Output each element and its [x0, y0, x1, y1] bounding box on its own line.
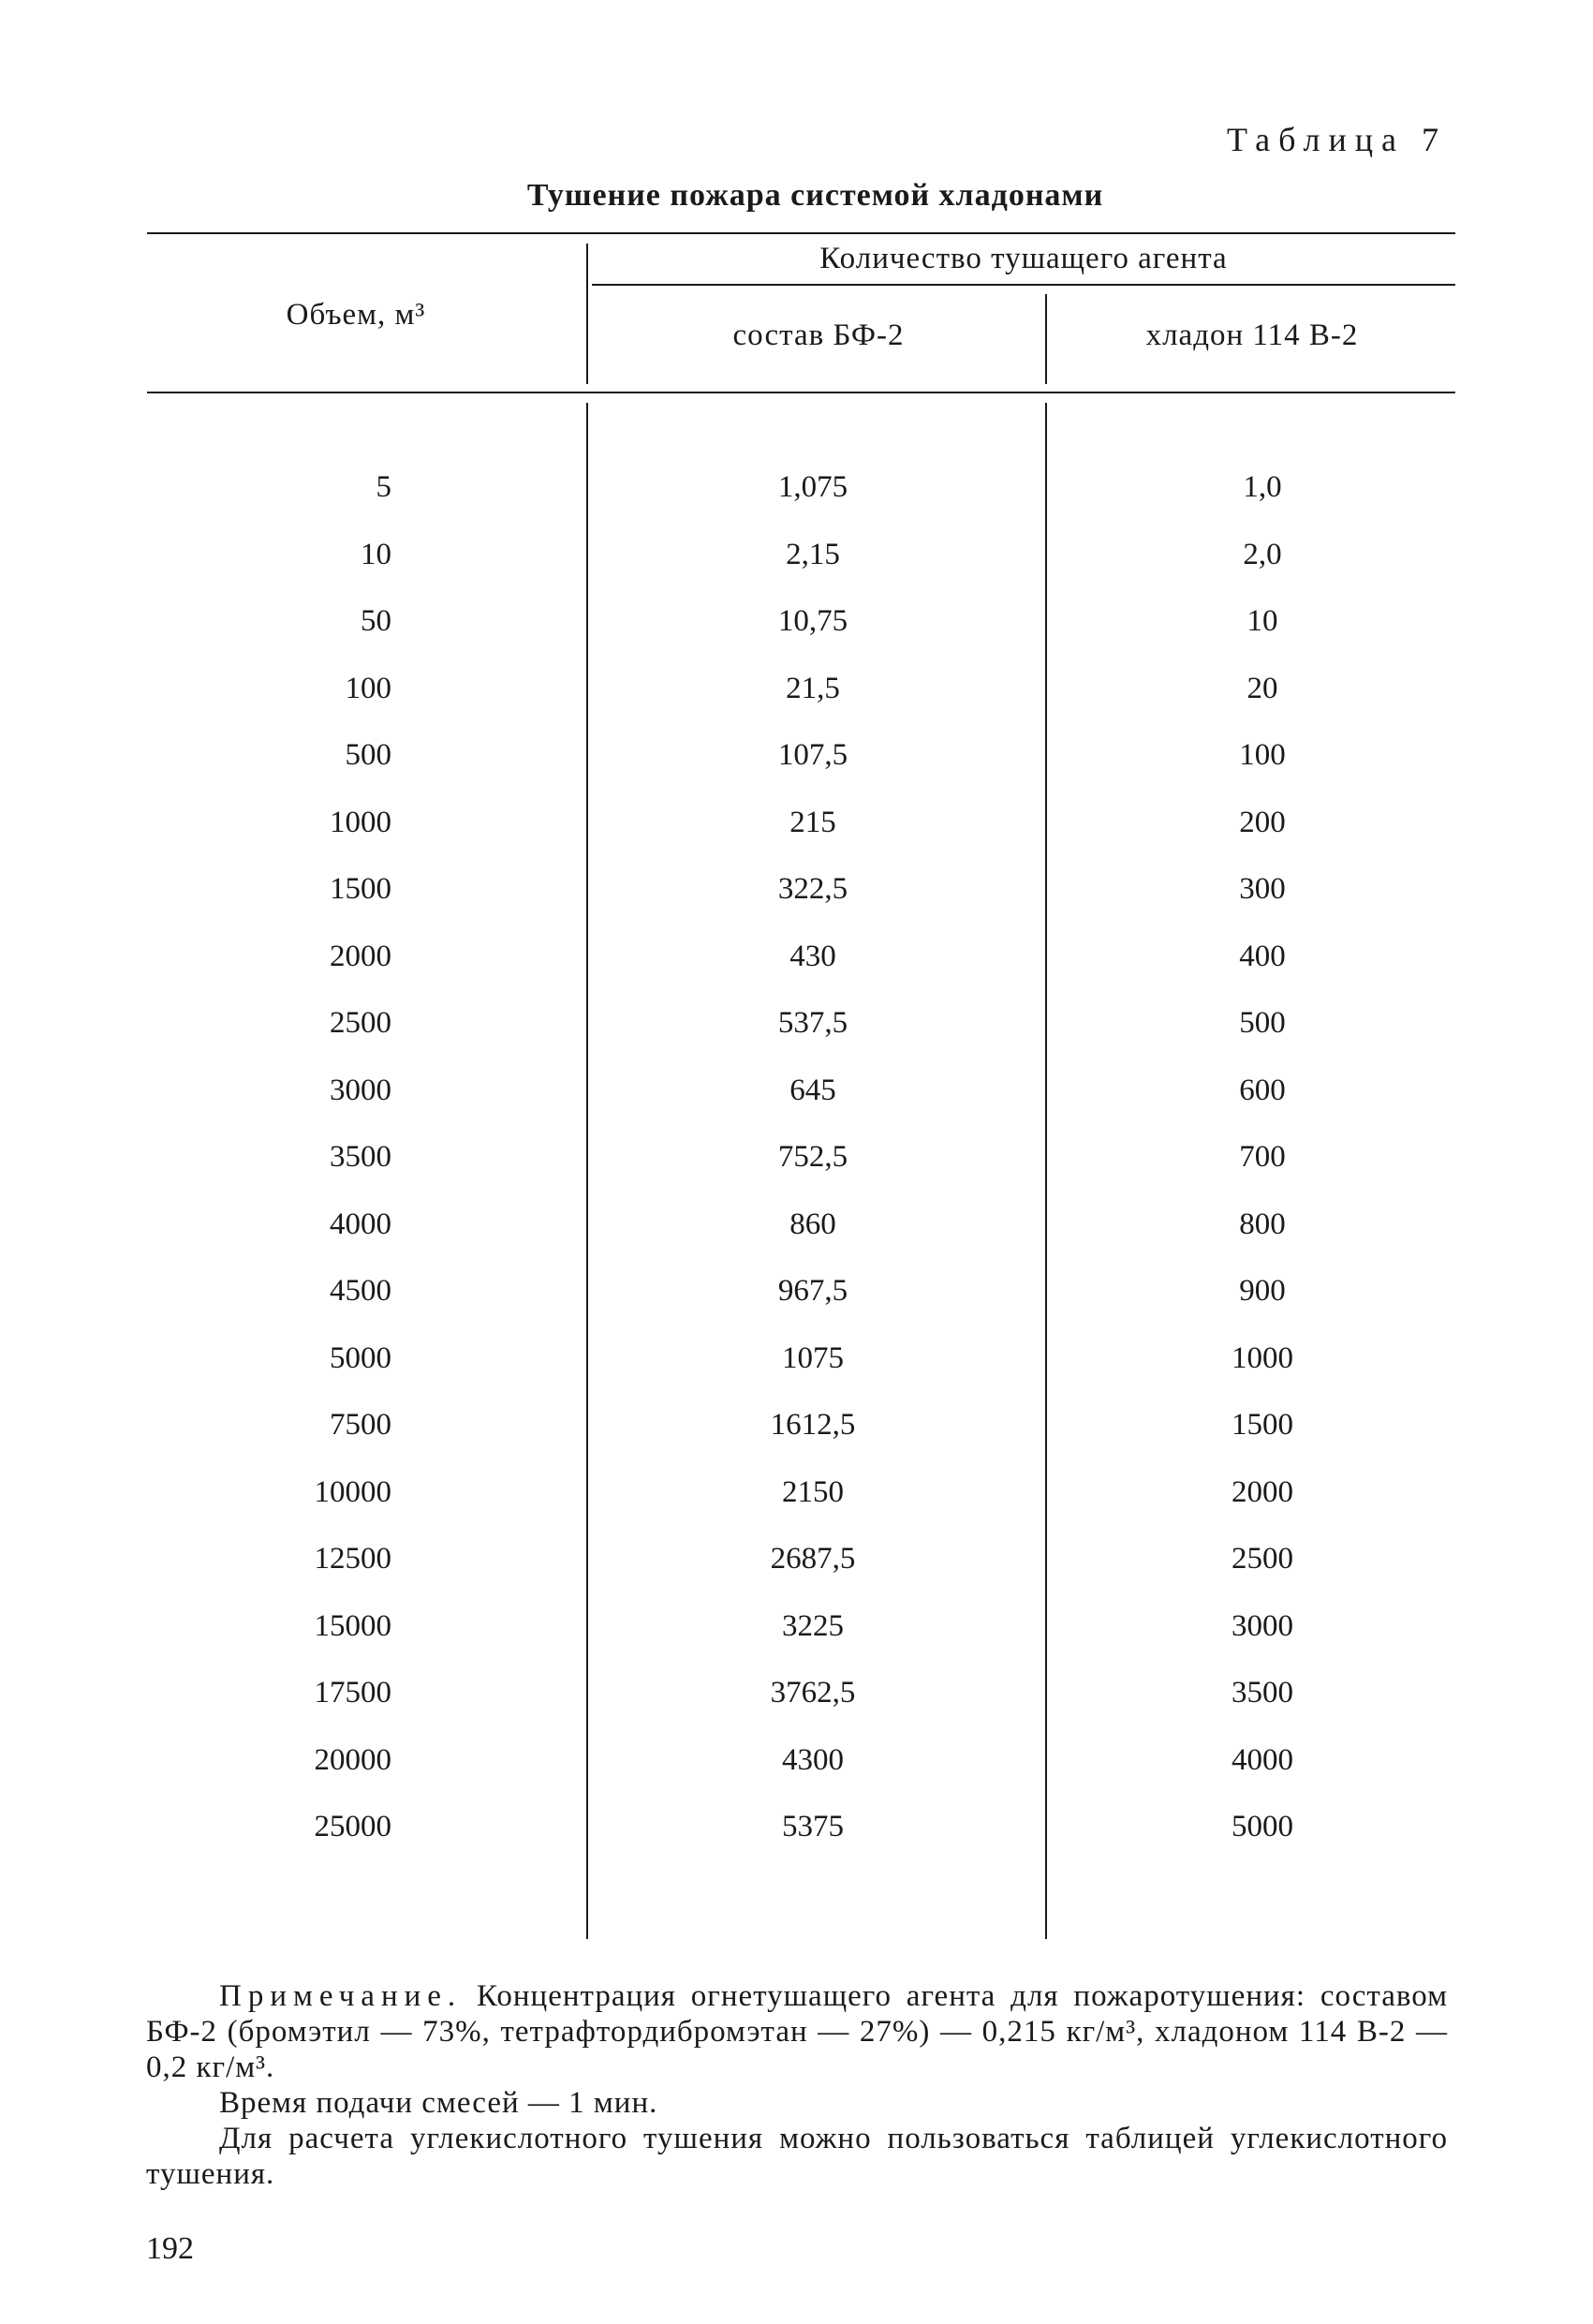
cell-bf2: 860 — [789, 1207, 836, 1241]
cell-volume: 4000 — [330, 1207, 391, 1241]
cell-volume: 5000 — [330, 1341, 391, 1375]
cell-halon: 300 — [1239, 872, 1286, 906]
header-volume: Объем, м³ — [286, 298, 426, 332]
cell-volume: 2000 — [330, 940, 391, 973]
cell-halon: 1000 — [1232, 1341, 1293, 1375]
cell-bf2: 322,5 — [777, 872, 848, 906]
cell-volume: 15000 — [314, 1609, 391, 1643]
cell-halon: 1500 — [1232, 1408, 1293, 1442]
cell-bf2: 537,5 — [777, 1006, 848, 1040]
cell-halon: 800 — [1239, 1207, 1286, 1241]
note-paragraph — [146, 1978, 1448, 2085]
cell-bf2: 2,15 — [786, 538, 840, 571]
cell-halon: 600 — [1239, 1073, 1286, 1107]
cell-volume: 50 — [361, 604, 391, 638]
cell-halon: 3500 — [1232, 1676, 1293, 1710]
note-calc: Для расчета углекислотного тушения можно пользоваться таблицей углекислотного тушения. — [146, 2122, 1448, 2191]
cell-halon: 4000 — [1232, 1743, 1293, 1777]
cell-halon: 3000 — [1232, 1609, 1293, 1643]
cell-volume: 3000 — [330, 1073, 391, 1107]
cell-volume: 25000 — [314, 1810, 391, 1843]
header-divider-right — [1045, 294, 1047, 384]
note-time: Время подачи смесей — 1 мин. — [219, 2086, 658, 2120]
body-divider-right — [1045, 403, 1047, 1939]
cell-volume: 2500 — [330, 1006, 391, 1040]
cell-halon: 5000 — [1232, 1810, 1293, 1843]
body-divider-left — [586, 403, 588, 1939]
table-top-rule — [147, 232, 1455, 234]
cell-halon: 2000 — [1232, 1475, 1293, 1509]
cell-bf2: 3762,5 — [770, 1676, 856, 1710]
cell-bf2: 107,5 — [777, 738, 848, 772]
note — [146, 1978, 1448, 2192]
cell-bf2: 4300 — [782, 1743, 844, 1777]
header-agent-quantity: Количество тушащего агента — [819, 242, 1228, 275]
cell-volume: 10 — [361, 538, 391, 571]
cell-halon: 10 — [1246, 604, 1278, 638]
cell-halon: 400 — [1239, 940, 1286, 973]
cell-bf2: 21,5 — [786, 672, 840, 705]
cell-volume: 3500 — [330, 1140, 391, 1174]
cell-bf2: 1075 — [782, 1341, 844, 1375]
cell-volume: 100 — [345, 672, 391, 705]
cell-bf2: 10,75 — [777, 604, 848, 638]
cell-bf2: 1,075 — [777, 470, 848, 504]
cell-volume: 1500 — [330, 872, 391, 906]
cell-halon: 1,0 — [1243, 470, 1282, 504]
group-header-rule — [592, 284, 1455, 286]
cell-bf2: 215 — [789, 806, 836, 839]
cell-volume: 12500 — [314, 1542, 391, 1576]
note-label: Примечание. — [219, 1979, 463, 2013]
cell-halon: 900 — [1239, 1274, 1286, 1308]
cell-volume: 17500 — [314, 1676, 391, 1710]
table-title: Тушение пожара системой хладонами — [526, 178, 1104, 213]
cell-halon: 100 — [1239, 738, 1286, 772]
cell-halon: 20 — [1246, 672, 1278, 705]
cell-halon: 200 — [1239, 806, 1286, 839]
cell-halon: 2,0 — [1243, 538, 1282, 571]
cell-halon: 700 — [1239, 1140, 1286, 1174]
header-bottom-rule — [147, 392, 1455, 393]
cell-volume: 1000 — [330, 806, 391, 839]
cell-bf2: 430 — [789, 940, 836, 973]
header-halon: хладон 114 В-2 — [1145, 318, 1359, 352]
cell-volume: 4500 — [330, 1274, 391, 1308]
cell-halon: 500 — [1239, 1006, 1286, 1040]
cell-bf2: 1612,5 — [770, 1408, 856, 1442]
header-bf2: состав БФ-2 — [732, 318, 905, 352]
cell-volume: 5 — [376, 470, 391, 504]
cell-bf2: 3225 — [782, 1609, 844, 1643]
cell-bf2: 2150 — [782, 1475, 844, 1509]
cell-volume: 10000 — [314, 1475, 391, 1509]
cell-bf2: 967,5 — [777, 1274, 848, 1308]
header-divider-left — [586, 244, 588, 384]
cell-bf2: 2687,5 — [770, 1542, 856, 1576]
table-number: Таблица 7 — [1227, 121, 1447, 158]
page-number: 192 — [146, 2231, 194, 2266]
cell-halon: 2500 — [1232, 1542, 1293, 1576]
cell-bf2: 5375 — [782, 1810, 844, 1843]
cell-volume: 500 — [345, 738, 391, 772]
cell-volume: 20000 — [314, 1743, 391, 1777]
note-text: Концентрация огнетушащего агента для пожаротушения: составом БФ-2 (бромэтил — 73%, тетрафтордибромэтан — 27%) — 0,215 кг/м³, хладоном 114 В-2 — 0,2 кг/м³. — [146, 1979, 1449, 2084]
cell-bf2: 752,5 — [777, 1140, 848, 1174]
cell-volume: 7500 — [330, 1408, 391, 1442]
cell-bf2: 645 — [789, 1073, 836, 1107]
